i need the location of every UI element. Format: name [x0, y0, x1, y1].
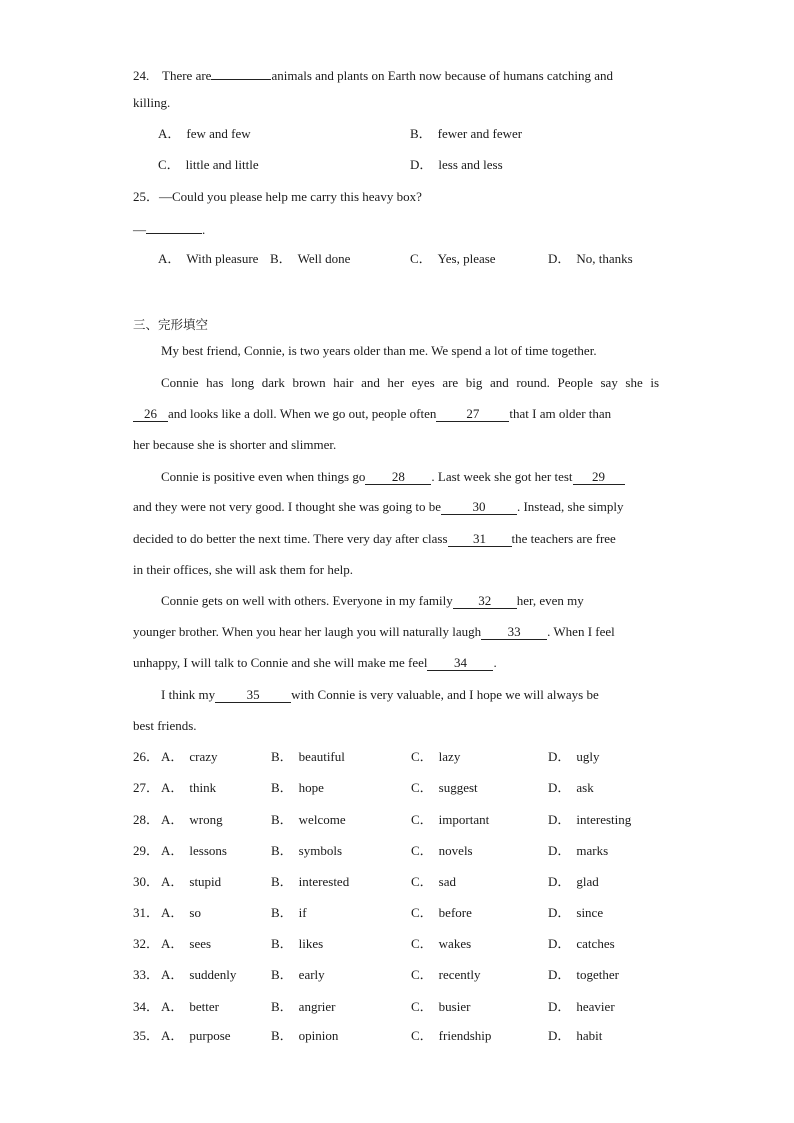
option-letter: D． [548, 1028, 571, 1043]
option-d[interactable] [548, 811, 631, 829]
passage-text: her, even my [516, 593, 584, 608]
option-c[interactable] [411, 811, 489, 829]
option-text: friendship [438, 1028, 492, 1043]
option-letter: A． [161, 1028, 184, 1043]
option-letter: B． [271, 780, 293, 795]
blank-33[interactable]: 33 [481, 625, 547, 640]
option-b[interactable] [271, 966, 325, 984]
blank-32[interactable]: 32 [453, 594, 517, 609]
question-number: 24. [133, 68, 150, 83]
option-b[interactable] [271, 779, 324, 797]
passage-text: Connie is positive even when things go [161, 469, 366, 484]
option-b[interactable] [271, 904, 307, 922]
cloze-question-number: 27． [133, 780, 160, 795]
option-text: catches [576, 936, 615, 951]
passage-text: the teachers are free [511, 531, 616, 546]
option-text: sees [189, 936, 212, 951]
option-letter: C． [411, 843, 433, 858]
option-c[interactable] [411, 873, 456, 891]
question-25-stem [133, 188, 422, 206]
option-text: if [298, 905, 307, 920]
cloze-question-number: 31． [133, 905, 160, 920]
option-text: marks [576, 843, 609, 858]
option-letter: B． [271, 812, 293, 827]
option-b[interactable] [271, 1027, 338, 1045]
option-b[interactable] [270, 250, 350, 268]
option-text: heavier [576, 999, 615, 1014]
option-c[interactable] [411, 842, 473, 860]
passage-text: and they were not very good. I thought she was going to be [133, 499, 441, 514]
option-text: welcome [298, 812, 346, 827]
question-number: 25． [133, 189, 160, 204]
option-a[interactable] [161, 1027, 231, 1045]
option-letter: D． [548, 874, 571, 889]
option-b[interactable] [271, 811, 346, 829]
option-letter: D． [410, 157, 433, 172]
option-a[interactable] [161, 935, 211, 953]
option-letter: D． [548, 780, 571, 795]
passage-line [133, 405, 611, 423]
passage-text: . When I feel [547, 624, 615, 639]
option-text: beautiful [298, 749, 345, 764]
option-letter: D． [548, 843, 571, 858]
option-text: since [576, 905, 604, 920]
option-a[interactable] [161, 904, 201, 922]
option-c[interactable] [411, 935, 471, 953]
option-letter: A． [158, 126, 181, 141]
option-letter: D． [548, 905, 571, 920]
option-text: interesting [576, 812, 632, 827]
passage-text: and looks like a doll. When we go out, people often [168, 406, 437, 421]
passage-line [161, 686, 599, 704]
option-letter: B． [270, 251, 292, 266]
option-b[interactable] [271, 935, 323, 953]
passage-line: Connie has long dark brown hair and her eyes are big and round. People say she is [161, 375, 659, 390]
option-text: hope [298, 780, 324, 795]
passage-line [133, 623, 615, 641]
question-24-continuation: killing. [133, 95, 171, 110]
option-text: With pleasure [186, 251, 259, 266]
passage-line [133, 530, 616, 548]
option-text: crazy [189, 749, 218, 764]
option-letter: D． [548, 967, 571, 982]
option-letter: A． [158, 251, 181, 266]
passage-text: . Last week she got her test [431, 469, 573, 484]
option-letter: D． [548, 936, 571, 951]
option-d[interactable] [548, 842, 608, 860]
option-text: little and little [185, 157, 259, 172]
option-text: lessons [189, 843, 227, 858]
option-letter: A． [161, 780, 184, 795]
option-letter: B． [271, 1028, 293, 1043]
option-a[interactable] [161, 998, 219, 1016]
option-text: suggest [438, 780, 478, 795]
option-letter: A． [161, 749, 184, 764]
option-text: ugly [576, 749, 600, 764]
passage-text: Connie gets on well with others. Everyone in my family [161, 593, 453, 608]
option-text: likes [298, 936, 324, 951]
section-heading: 三、完形填空 [133, 317, 209, 332]
option-d[interactable] [548, 966, 619, 984]
option-text: wrong [189, 812, 223, 827]
stem-text: animals and plants on Earth now because of humans catching and [271, 68, 613, 83]
option-text: important [438, 812, 490, 827]
option-text: busier [438, 999, 471, 1014]
option-text: angrier [298, 999, 336, 1014]
option-text: No, thanks [576, 251, 633, 266]
passage-line: best friends. [133, 718, 197, 733]
option-text: less and less [438, 157, 503, 172]
option-text: few and few [186, 126, 251, 141]
option-d[interactable] [548, 998, 615, 1016]
option-text: recently [438, 967, 481, 982]
option-d[interactable] [548, 779, 594, 797]
passage-line [161, 592, 584, 610]
option-letter: C． [411, 999, 433, 1014]
passage-text: decided to do better the next time. There very day after class [133, 531, 448, 546]
option-c[interactable] [411, 748, 460, 766]
option-letter: B． [410, 126, 432, 141]
option-d[interactable] [548, 748, 600, 766]
option-letter: B． [271, 749, 293, 764]
question-25-response [133, 219, 205, 239]
option-b[interactable] [271, 842, 342, 860]
option-text: better [189, 999, 219, 1014]
passage-text: . Instead, she simply [516, 499, 624, 514]
option-letter: B． [271, 999, 293, 1014]
option-letter: A． [161, 967, 184, 982]
option-a[interactable] [161, 811, 223, 829]
option-letter: C． [411, 1028, 433, 1043]
option-letter: D． [548, 749, 571, 764]
cloze-question-number: 26． [133, 749, 160, 764]
option-text: opinion [298, 1028, 339, 1043]
option-letter: A． [161, 936, 184, 951]
option-c[interactable] [411, 779, 478, 797]
passage-line [133, 498, 623, 516]
option-letter: A． [161, 843, 184, 858]
option-text: glad [576, 874, 599, 889]
option-a[interactable] [161, 842, 227, 860]
option-c[interactable] [411, 998, 470, 1016]
period: . [202, 222, 206, 237]
option-text: Yes, please [437, 251, 496, 266]
dash: — [133, 222, 146, 237]
option-d[interactable] [548, 1027, 602, 1045]
option-a[interactable] [158, 125, 251, 143]
option-text: Well done [297, 251, 351, 266]
option-text: together [576, 967, 619, 982]
option-d[interactable] [548, 935, 615, 953]
passage-line [133, 654, 497, 672]
option-text: novels [438, 843, 473, 858]
passage-line: her because she is shorter and slimmer. [133, 437, 337, 452]
option-letter: A． [161, 812, 184, 827]
cloze-question-number: 28． [133, 812, 160, 827]
option-d[interactable] [410, 156, 503, 174]
cloze-question-number: 30． [133, 874, 160, 889]
option-letter: C． [411, 936, 433, 951]
passage-text: I think my [161, 687, 216, 702]
option-text: think [189, 780, 217, 795]
option-letter: B． [271, 936, 293, 951]
passage-line: My best friend, Connie, is two years older than me. We spend a lot of time together. [161, 343, 597, 358]
passage-text: that I am older than [509, 406, 612, 421]
option-text: interested [298, 874, 350, 889]
blank-26[interactable]: 26 [133, 407, 168, 422]
option-text: purpose [189, 1028, 231, 1043]
option-a[interactable] [161, 779, 216, 797]
cloze-question-number: 34． [133, 999, 160, 1014]
option-text: early [298, 967, 325, 982]
option-letter: D． [548, 999, 571, 1014]
option-d[interactable] [548, 250, 633, 268]
option-text: ask [576, 780, 594, 795]
option-letter: A． [161, 874, 184, 889]
option-letter: B． [271, 967, 293, 982]
option-c[interactable] [411, 1027, 491, 1045]
option-letter: C． [410, 251, 432, 266]
option-letter: C． [411, 967, 433, 982]
cloze-question-number: 35． [133, 1028, 160, 1043]
option-letter: A． [161, 905, 184, 920]
option-letter: A． [161, 999, 184, 1014]
cloze-question-number: 29． [133, 843, 160, 858]
blank-28[interactable]: 28 [365, 470, 431, 485]
answer-blank[interactable] [146, 219, 202, 234]
option-text: fewer and fewer [437, 126, 523, 141]
option-letter: B． [271, 905, 293, 920]
cloze-question-number: 33． [133, 967, 160, 982]
option-a[interactable] [161, 748, 218, 766]
option-text: lazy [438, 749, 461, 764]
option-text: so [189, 905, 201, 920]
blank-34[interactable]: 34 [427, 656, 493, 671]
option-b[interactable] [271, 873, 349, 891]
option-c[interactable] [411, 966, 481, 984]
stem-text: —Could you please help me carry this heavy box? [159, 189, 422, 204]
stem-text: There are [162, 68, 212, 83]
blank-27[interactable]: 27 [436, 407, 509, 422]
option-text: sad [438, 874, 457, 889]
option-c[interactable] [411, 904, 472, 922]
option-letter: C． [411, 874, 433, 889]
option-text: before [438, 905, 472, 920]
passage-text: with Connie is very valuable, and I hope we will always be [291, 687, 599, 702]
question-24-stem [133, 65, 613, 85]
option-letter: B． [271, 843, 293, 858]
option-letter: C． [158, 157, 180, 172]
blank-30[interactable]: 30 [441, 500, 517, 515]
option-text: wakes [438, 936, 472, 951]
option-b[interactable] [410, 125, 522, 143]
passage-line [161, 468, 625, 486]
passage-text: younger brother. When you hear her laugh you will naturally laugh [133, 624, 482, 639]
option-letter: D． [548, 812, 571, 827]
cloze-question-number: 32． [133, 936, 160, 951]
option-letter: C． [411, 780, 433, 795]
passage-text: . [493, 655, 497, 670]
option-letter: B． [271, 874, 293, 889]
option-b[interactable] [271, 748, 345, 766]
passage-text: unhappy, I will talk to Connie and she will make me feel [133, 655, 428, 670]
option-a[interactable] [161, 873, 221, 891]
option-letter: C． [411, 749, 433, 764]
option-text: symbols [298, 843, 343, 858]
option-letter: C． [411, 812, 433, 827]
option-text: habit [576, 1028, 603, 1043]
option-a[interactable] [158, 250, 258, 268]
option-a[interactable] [161, 966, 236, 984]
option-b[interactable] [271, 998, 335, 1016]
option-c[interactable] [410, 250, 496, 268]
option-letter: D． [548, 251, 571, 266]
option-d[interactable] [548, 873, 599, 891]
passage-line: in their offices, she will ask them for help. [133, 562, 353, 577]
blank-31[interactable]: 31 [448, 532, 512, 547]
option-c[interactable] [158, 156, 259, 174]
option-letter: C． [411, 905, 433, 920]
option-text: suddenly [189, 967, 237, 982]
option-text: stupid [189, 874, 222, 889]
blank-29[interactable]: 29 [573, 470, 625, 485]
option-d[interactable] [548, 904, 603, 922]
answer-blank[interactable] [211, 65, 271, 80]
blank-35[interactable]: 35 [215, 688, 291, 703]
